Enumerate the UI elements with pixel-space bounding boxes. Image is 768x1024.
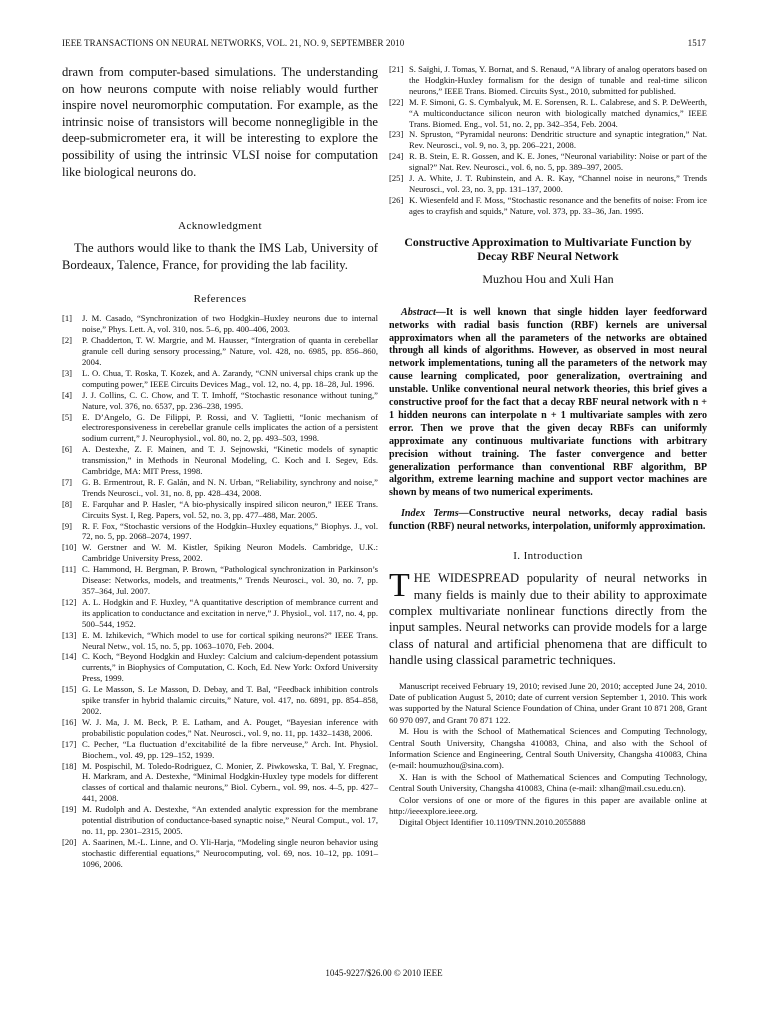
reference-text: J. A. White, J. T. Rubinstein, and A. R. Kay, “Channel noise in neurons,” Trends Neurosci., vol. 23, no. 3, pp. 131–137, 2000. [409, 173, 707, 194]
references-list-continued [389, 64, 707, 217]
reference-text: W. Gerstner and W. M. Kistler, Spiking Neuron Models. Cambridge, U.K.: Cambridge University Press, 2002. [82, 542, 378, 564]
reference-text: A. Saarinen, M.-L. Linne, and O. Yli-Harja, “Modeling single neuron behavior using stochastic differential equations,” Neurocomputing, vol. 69, nos. 10–12, pp. 1091–1096, 2006. [82, 836, 378, 869]
reference-item [62, 597, 378, 630]
index-terms [389, 508, 707, 534]
index-terms-text: Constructive neural networks, decay radial basis function (RBF) neural networks, interpolation, uniformly approximation. [389, 508, 707, 533]
reference-item [62, 444, 378, 477]
reference-item [389, 64, 707, 97]
reference-text: R. F. Fox, “Stochastic versions of the Hodgkin–Huxley equations,” Biophys. J., vol. 72, no. 5, pp. 2068–2074, 1997. [82, 520, 378, 542]
paper-authors: Muzhou Hou and Xuli Han [482, 271, 614, 286]
reference-item [389, 173, 707, 195]
reference-text: E. Farquhar and P. Hasler, “A bio-physically inspired silicon neuron,” IEEE Trans. Circuits Syst. I, Reg. Papers, vol. 52, no. 3, pp. 477–488, Mar. 2005. [82, 498, 378, 520]
reference-number: [6] [62, 444, 73, 455]
abstract [389, 307, 707, 501]
references-list [62, 313, 378, 869]
reference-text: N. Spruston, “Pyramidal neurons: Dendritic structure and synaptic integration,” Nat. Rev. Neurosci., vol. 9, no. 3, pp. 206–221, 2008. [409, 129, 707, 151]
reference-text: G. Le Masson, S. Le Masson, D. Debay, and T. Bal, “Feedback inhibition controls spike transfer in hybrid thalamic circuits,” Nature, vol. 417, no. 6891, pp. 854–858, 2002. [82, 684, 378, 716]
reference-item [62, 313, 378, 335]
reference-number: [20] [62, 836, 77, 847]
right-column [389, 64, 707, 829]
reference-text: A. Destexhe, Z. F. Mainen, and T. J. Sejnowski, “Kinetic models of synaptic transmission,” in Methods in Neuronal Modeling, C. Koch and I. Segev, Eds. Cambridge, MA: MIT Press, 1998. [82, 444, 378, 477]
reference-item [62, 804, 378, 837]
reference-number: [23] [389, 129, 404, 140]
reference-item [389, 195, 707, 217]
abstract-text: It is well known that single hidden layer feedforward networks with radial basis function (RBF) kernels are universal approximators when all the parameters of the networks are obtained through all kinds of algorithms. However, as observed in most neural network implementations, tuning all the parameters of the network may cause learning complicated, poor generalization, overtraining and unstable. Unlike conventional neural network theories, this brief gives a constructive proof for the fact that a decay RBF neural network with n + 1 hidden neurons can interpolate n + 1 multivariate samples with zero error. Then we prove that the given decay RBFs can uniformly approximate any continuous multivariate functions with arbitrary precision without training. The faster convergence and better generalization performance than conventional RBF algorithm, BP algorithm, extreme learning machine and support vector machines are shown by means of two numerical experiments. [389, 306, 707, 499]
reference-text: C. Hammond, H. Bergman, P. Brown, “Pathological synchronization in Parkinson’s Disease: Networks, models, and treatments,” Trends Neurosci., vol. 30, no. 7, pp. 357–364, Jul. 2007. [82, 564, 378, 596]
reference-item [62, 499, 378, 521]
reference-text: E. M. Izhikevich, “Which model to use for cortical spiking neurons?” IEEE Trans. Neural Netw., vol. 15, no. 5, pp. 1063–1070, Feb. 2004. [82, 629, 378, 651]
reference-number: [13] [62, 629, 77, 640]
reference-text: M. Pospischil, M. Toledo-Rodriguez, C. Monier, Z. Piwkowska, T. Bal, Y. Fregnac, H. Markram, and A. Destexhe, “Minimal Hodgkin-Huxley type models for different classes of cortical and thalamic neurons,” Biol. Cybern., vol. 99, nos. 4–5, pp. 427–441, 2008. [82, 760, 378, 804]
footnote: Color versions of one or more of the figures in this paper are available online at http://ieeexplore.ieee.org. [389, 794, 707, 816]
reference-number: [14] [62, 651, 77, 662]
reference-text: W. J. Ma, J. M. Beck, P. E. Latham, and A. Pouget, “Bayesian inference with probabilistic population codes,” Nat. Neurosci., vol. 9, no. 11, pp. 1432–1438, 2006. [82, 716, 378, 738]
reference-number: [11] [62, 564, 76, 575]
footnote: Digital Object Identifier 10.1109/TNN.2010.2055888 [399, 817, 586, 828]
references-heading: References [193, 293, 247, 306]
paper-title: Constructive Approximation to Multivariate Function by Decay RBF Neural Network [404, 234, 692, 264]
introduction-text: HE WIDESPREAD popularity of neural networks in many fields is mainly due to their ability to approximate complex multivariate nonlinear functions directly from the input samples. Neural networks can provide models for a large class of natural and artificial phenomena that are difficult to handle using classical parametric techniques. [389, 571, 707, 668]
reference-number: [2] [62, 335, 73, 346]
reference-item [62, 368, 378, 390]
reference-number: [10] [62, 542, 77, 553]
reference-text: C. Pecher, “La fluctuation d’excitabilité de la fibre nerveuse,” Arch. Int. Physiol. Biochem., vol. 49, pp. 129–152, 1939. [82, 738, 378, 760]
drop-cap: T [389, 567, 410, 605]
reference-item [62, 412, 378, 445]
reference-item [62, 335, 378, 368]
reference-number: [3] [62, 367, 73, 378]
reference-text: G. B. Ermentrout, R. F. Galán, and N. N. Urban, “Reliability, synchrony and noise,” Trends Neurosci., vol. 31, no. 8, pp. 428–434, 2008. [82, 476, 378, 498]
reference-number: [18] [62, 760, 77, 771]
footnote: Manuscript received February 19, 2010; revised June 20, 2010; accepted June 24, 2010. Date of publication August 5, 2010; date of current version September 1, 2010. This work was supported by the Natural Science Foundation of China, under Grant 10 871 208, Grant 60 970 097, and Grant 70 871 122. [389, 680, 707, 725]
running-header [62, 38, 706, 48]
page-number: 1517 [687, 38, 706, 48]
reference-number: [25] [389, 173, 404, 184]
reference-number: [16] [62, 716, 77, 727]
reference-text: E. D’Angelo, G. De Filippi, P. Rossi, and V. Taglietti, “Ionic mechanism of electroresponsiveness in cerebellar granule cells implicates the action of a persistent sodium current,” J. Neurophysiol., vol. 80, no. 2, pp. 493–503, 1998. [82, 411, 378, 444]
abstract-label: Abstract— [401, 306, 446, 318]
reference-number: [4] [62, 389, 73, 400]
reference-text: P. Chadderton, T. W. Margrie, and M. Hausser, “Intergration of quanta in cerebellar granule cell during sensory processing,” Nature, vol. 428, no. 6985, pp. 856–860, 2004. [82, 335, 378, 367]
reference-item [389, 151, 707, 173]
reference-item [62, 739, 378, 761]
reference-text: M. F. Simoni, G. S. Cymbalyuk, M. E. Sorensen, R. L. Calabrese, and S. P. DeWeerth, “A multiconductance silicon neuron with biologically matched dynamics,” IEEE Trans. Biomed. Eng., vol. 51, no. 2, pp. 342–354, Feb. 2004. [409, 96, 707, 129]
reference-number: [5] [62, 411, 73, 422]
left-column [62, 64, 378, 870]
reference-text: L. O. Chua, T. Roska, T. Kozek, and A. Zarandy, “CNN universal chips crank up the computing power,” IEEE Circuits Devices Mag., vol. 12, no. 4, pp. 18–28, Jul. 1996. [82, 367, 378, 389]
reference-number: [1] [62, 313, 73, 324]
reference-item [62, 564, 378, 597]
reference-number: [17] [62, 738, 77, 749]
introduction-heading: I. Introduction [513, 550, 583, 563]
reference-text: M. Rudolph and A. Destexhe, “An extended analytic expression for the membrane potential distribution of conductance-based synaptic noise,” Neural Comput., vol. 17, no. 11, pp. 2301–2315, 2005. [82, 804, 378, 836]
reference-number: [21] [389, 64, 404, 74]
reference-number: [24] [389, 151, 404, 162]
reference-item [62, 684, 378, 717]
copyright-footer: 1045-9227/$26.00 © 2010 IEEE [325, 968, 443, 978]
reference-text: R. B. Stein, E. R. Gossen, and K. E. Jones, “Neuronal variability: Noise or part of the signal?” Nat. Rev. Neurosci., vol. 6, no. 5, pp. 389–397, 2005. [409, 151, 707, 173]
reference-number: [12] [62, 596, 77, 607]
conclusion-paragraph: drawn from computer-based simulations. The understanding on how neurons compute with noise reliably would further inspire novel neuromorphic computation. For example, as the intrinsic noise of transistors will become nonnegligible in the deep-submicrometer era, it will be interesting to explore the possibility of using the intrinsic VLSI noise for computation like biological neurons do. [62, 65, 378, 179]
reference-text: S. Saïghi, J. Tomas, Y. Bornat, and S. Renaud, “A library of analog operators based on the Hodgkin-Huxley formalism for the design of tunable and real-time silicon neurons,” IEEE Trans. Biomed. Circuits Syst., 2010, submitted for published. [409, 64, 707, 96]
acknowledgment-heading: Acknowledgment [178, 220, 262, 233]
reference-item [62, 477, 378, 499]
reference-item [62, 630, 378, 652]
footnote: X. Han is with the School of Mathematical Sciences and Computing Technology, Central South University, Changsha 410083, China (e-mail: xlhan@mail.csu.edu.cn). [389, 771, 707, 794]
reference-text: K. Wiesenfeld and F. Moss, “Stochastic resonance and the benefits of noise: From ice ages to crayfish and squids,” Nature, vol. 373, pp. 33–36, Jan. 1995. [409, 194, 707, 216]
reference-number: [22] [389, 96, 404, 107]
reference-number: [26] [389, 194, 404, 205]
reference-text: A. L. Hodgkin and F. Huxley, “A quantitative description of membrance current and its application to conductance and excitation in nerve,” J. Physiol., vol. 117, no. 4, pp. 500–544, 1952. [82, 596, 378, 629]
reference-item [62, 390, 378, 412]
reference-text: J. J. Collins, C. C. Chow, and T. T. Imhoff, “Stochastic resonance without tuning,” Nature, vol. 376, no. 6537, pp. 236–238, 1995. [82, 389, 378, 411]
reference-text: J. M. Casado, “Synchronization of two Hodgkin–Huxley neurons due to internal noise,” Phys. Lett. A, vol. 310, nos. 5–6, pp. 400–406, 2003. [82, 313, 378, 335]
reference-item [62, 521, 378, 543]
reference-item [62, 717, 378, 739]
reference-item [62, 837, 378, 870]
acknowledgment-text: The authors would like to thank the IMS Lab, University of Bordeaux, Talence, France, for providing the lab facility. [62, 241, 378, 272]
introduction-paragraph [389, 567, 707, 668]
reference-text: C. Koch, “Beyond Hodgkin and Huxley: Calcium and calcium-dependent potassium currents,” in Biophysics of Computation, C. Koch, Ed. New York: Oxford University Press, 1999. [82, 651, 378, 684]
reference-item [389, 129, 707, 151]
reference-item [389, 97, 707, 130]
reference-number: [9] [62, 520, 73, 531]
footnotes [389, 681, 707, 829]
footnote: M. Hou is with the School of Mathematical Sciences and Computing Technology, Central South University, Changsha 410083, China, and also with the School of Information Science and Engineering, Central South University, Changsha 410083, China (e-mail: houmuzhou@sina.com). [389, 726, 707, 771]
journal-name: IEEE TRANSACTIONS ON NEURAL NETWORKS, VOL. 21, NO. 9, SEPTEMBER 2010 [62, 38, 405, 48]
reference-number: [19] [62, 804, 77, 815]
reference-item [62, 761, 378, 805]
index-terms-label: Index Terms— [401, 508, 469, 520]
reference-item [62, 651, 378, 684]
reference-number: [8] [62, 498, 73, 509]
reference-number: [15] [62, 684, 77, 695]
reference-item [62, 542, 378, 564]
reference-number: [7] [62, 476, 73, 487]
